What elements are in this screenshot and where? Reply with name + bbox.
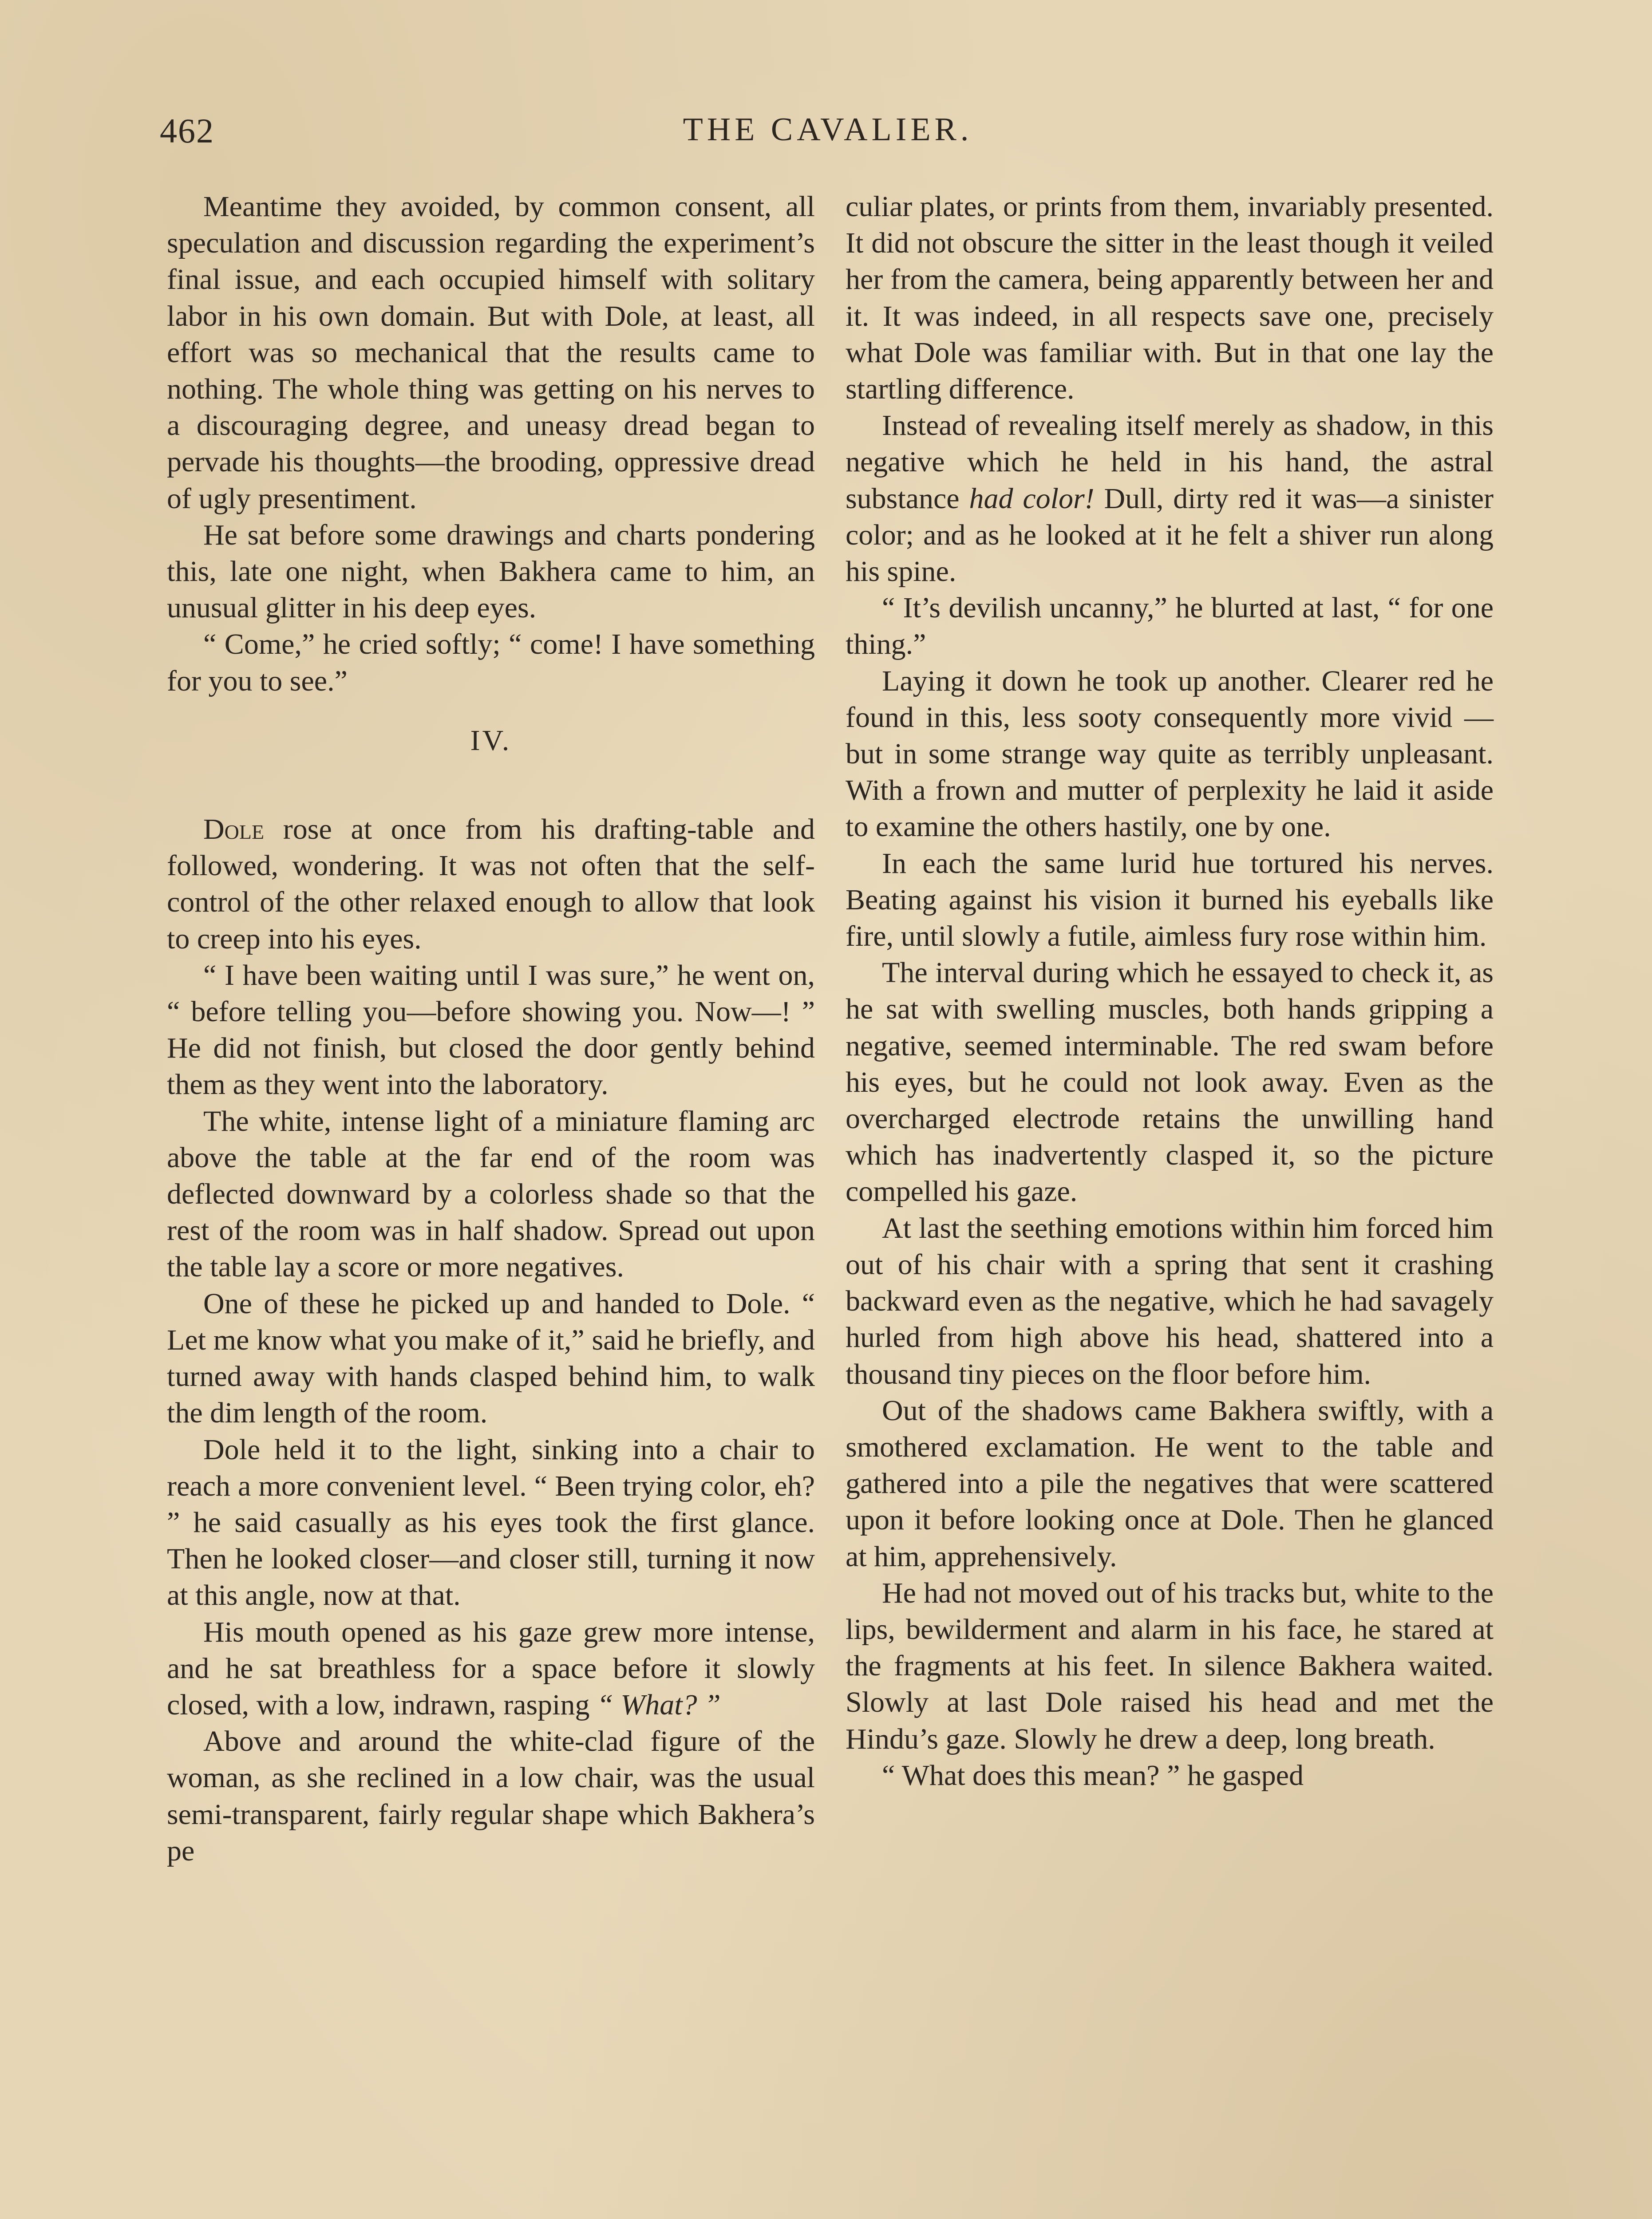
paragraph bbox=[167, 811, 815, 957]
section-heading: IV. bbox=[470, 724, 512, 757]
paragraph: He sat before some drawings and charts pondering this, late one night, when Bakhera came to him, an unusual glitter in his deep eyes. bbox=[167, 518, 815, 624]
page-header bbox=[160, 111, 1496, 160]
paragraph-text: rose at once from his drafting-table and followed, wondering. It was not often that the self-control of the other relaxed enough to allow that look to creep into his eyes. bbox=[167, 813, 815, 955]
paragraph: One of these he picked up and handed to Dole. “ Let me know what you make of it,” said he briefly, and turned away with hands clasped behind him, to walk the dim length of the room. bbox=[167, 1287, 815, 1429]
paragraph: culiar plates, or prints from them, invariably presented. It did not obscure the sitter in the least though it veiled her from the camera, being apparently between her and it. It was indeed, in all respects save one, precisely what Dole was familiar with. But in that one lay the startling difference. bbox=[846, 190, 1494, 406]
paragraph: He had not moved out of his tracks but, white to the lips, bewilderment and alarm in his face, he stared at the fragments at his feet. In silence Bakhera waited. Slowly at last Dole raised his head and met the Hindu’s gaze. Slowly he drew a deep, long breath. bbox=[846, 1576, 1494, 1755]
paragraph: “ Come,” he cried softly; “ come! I have something for you to see.” bbox=[167, 628, 815, 697]
paragraph: At last the seething emotions within him forced him out of his chair with a spring that sent it crashing backward even as the negative, which he had savagely hurled from high above his head, shattered into a thousand tiny pieces on the floor before him. bbox=[846, 1212, 1494, 1390]
paragraph bbox=[167, 1614, 815, 1724]
paragraph: “ It’s devilish uncanny,” he blurted at last, “ for one thing.” bbox=[846, 592, 1494, 661]
paragraph: Out of the shadows came Bakhera swiftly, with a smothered exclamation. He went to the table and gathered into a pile the negatives that were scattered upon it before looking once at Dole. Then he glanced at him, apprehensively. bbox=[846, 1394, 1494, 1573]
paragraph: The interval during which he essayed to check it, as he sat with swelling muscles, both hands gripping a negative, seemed interminable. The red swam before his eyes, but he could not look away. Even as the overcharged electrode retains the unwilling hand which has inadvertently clasped it, so the picture compelled his gaze. bbox=[846, 956, 1494, 1208]
paragraph: Meantime they avoided, by common consent, all speculation and discussion regarding the experiment’s final issue, and each occupied himself with solitary labor in his own domain. But with Dole, at least, all effort was so mechanical that the results came to nothing. The whole thing was getting on his nerves to a discouraging degree, and uneasy dread began to pervade his thoughts—the brooding, oppressive dread of ugly presentiment. bbox=[167, 190, 815, 515]
right-column bbox=[846, 189, 1494, 1794]
lead-word: Dole bbox=[203, 813, 265, 846]
paragraph: “ What does this mean? ” he gasped bbox=[882, 1759, 1304, 1792]
paragraph: “ I have been waiting until I was sure,” he went on, “ before telling you—before showing you. Now—! ” He did not finish, but closed the door gently behind them as they went into the laboratory. bbox=[167, 959, 815, 1101]
paragraph bbox=[846, 407, 1494, 590]
page-number: 462 bbox=[160, 111, 214, 150]
paragraph-text: Dull, dirty red it was—a sinister color; and as he looked at it he felt a shiver run along his spine. bbox=[846, 482, 1494, 588]
italic-text: had color! bbox=[969, 482, 1095, 515]
paragraph: The white, intense light of a miniature flaming arc above the table at the far end of the room was deflected downward by a colorless shade so that the rest of the room was in half shadow. Spread out upon the table lay a score or more negatives. bbox=[167, 1105, 815, 1283]
paragraph: Dole held it to the light, sinking into a chair to reach a more convenient level. “ Been trying color, eh? ” he said casually as his eyes took the first glance. Then he looked closer—and closer still, turning it now at this angle, now at that. bbox=[167, 1433, 815, 1612]
running-head: THE CAVALIER. bbox=[683, 111, 973, 148]
paragraph: Above and around the white-clad figure of the woman, as she reclined in a low chair, was the usual semi-transparent, fairly regular shape which Bakhera’s pe bbox=[167, 1725, 815, 1867]
paragraph: In each the same lurid hue tortured his nerves. Beating against his vision it burned his eyeballs like fire, until slowly a futile, aimless fury rose within him. bbox=[846, 847, 1494, 953]
paragraph-text: His mouth opened as his gaze grew more intense, and he sat breathless for a space before it slowly closed, with a low, indrawn, rasping bbox=[167, 1615, 815, 1721]
paragraph-text: Instead of revealing itself merely as shadow, in this negative which he held in his hand, the astral substance bbox=[846, 409, 1494, 515]
italic-text: “ What? ” bbox=[597, 1688, 721, 1721]
paragraph: Laying it down he took up another. Clearer red he found in this, less sooty consequently more vivid — but in some strange way quite as terribly unpleasant. With a frown and mutter of perplexity he laid it aside to examine the others hastily, one by one. bbox=[846, 664, 1494, 843]
left-column bbox=[167, 189, 815, 1869]
